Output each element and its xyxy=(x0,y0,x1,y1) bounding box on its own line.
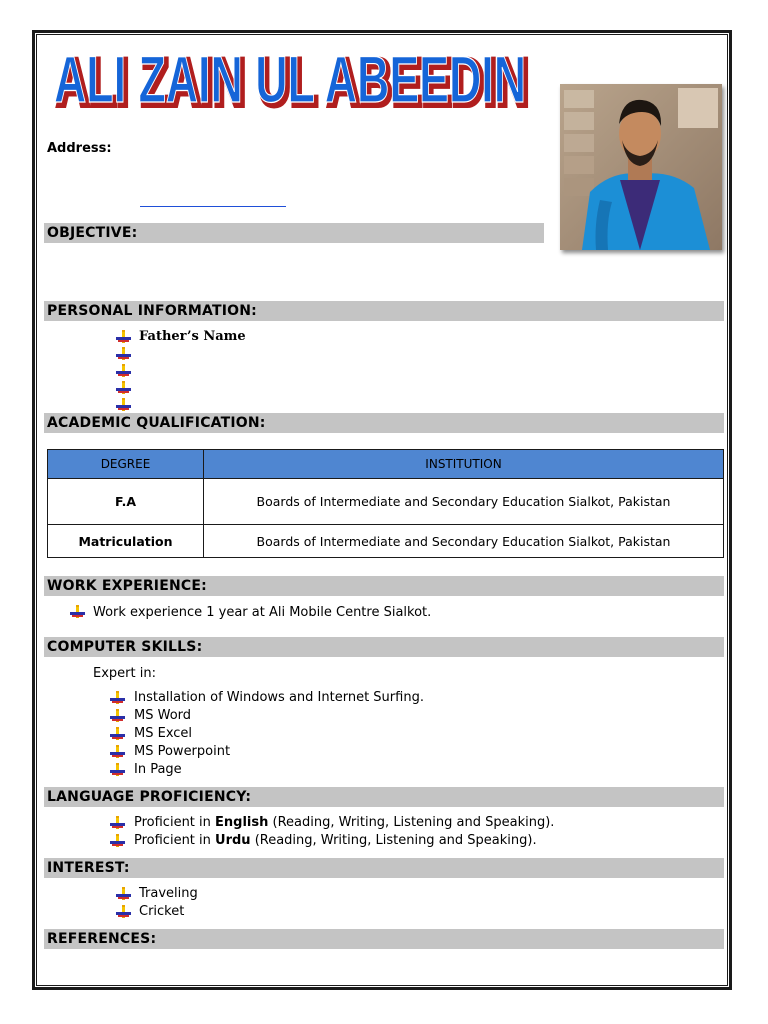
personal-item-fathers-name: Father’s Name xyxy=(139,329,246,344)
skill-item: In Page xyxy=(134,762,182,777)
bullet-icon xyxy=(116,398,132,412)
bullet-icon xyxy=(110,834,126,848)
language-name: English xyxy=(215,815,269,830)
section-work-experience: WORK EXPERIENCE: xyxy=(44,576,724,596)
language-item-urdu xyxy=(134,833,537,849)
interest-item: Traveling xyxy=(139,886,198,901)
section-interest: INTEREST: xyxy=(44,858,724,878)
language-name: Urdu xyxy=(215,833,251,848)
profile-photo xyxy=(560,84,722,250)
bullet-icon xyxy=(110,745,126,759)
bullet-icon xyxy=(110,763,126,777)
resume-name xyxy=(50,40,540,112)
skill-item: MS Powerpoint xyxy=(134,744,231,759)
table-row xyxy=(48,525,724,558)
skill-item: MS Word xyxy=(134,708,192,723)
bullet-icon xyxy=(110,727,126,741)
table-header-degree: DEGREE xyxy=(48,450,204,479)
bullet-icon xyxy=(70,605,86,619)
work-item: Work experience 1 year at Ali Mobile Centre Sialkot. xyxy=(93,605,432,620)
bullet-icon xyxy=(116,381,132,395)
section-objective: OBJECTIVE: xyxy=(44,223,544,243)
email-link-underline[interactable] xyxy=(140,206,286,207)
section-computer-skills: COMPUTER SKILLS: xyxy=(44,637,724,657)
section-personal-information: PERSONAL INFORMATION: xyxy=(44,301,724,321)
bullet-icon xyxy=(116,330,132,344)
bullet-icon xyxy=(110,691,126,705)
language-suffix: (Reading, Writing, Listening and Speaking). xyxy=(268,815,555,830)
resume-name-shadow: ALI ZAIN UL ABEEDIN xyxy=(57,45,529,112)
address-label: Address: xyxy=(47,141,112,156)
language-item-english xyxy=(134,815,554,831)
table-header-institution: INSTITUTION xyxy=(204,450,724,479)
section-references: REFERENCES: xyxy=(44,929,724,949)
bullet-icon xyxy=(110,816,126,830)
computer-intro: Expert in: xyxy=(93,666,156,681)
language-suffix: (Reading, Writing, Listening and Speaking). xyxy=(250,833,537,848)
degree-cell: Matriculation xyxy=(48,525,204,558)
table-row xyxy=(48,479,724,525)
interest-item: Cricket xyxy=(139,904,185,919)
section-language-proficiency: LANGUAGE PROFICIENCY: xyxy=(44,787,724,807)
skill-item: MS Excel xyxy=(134,726,193,741)
section-academic-qualification: ACADEMIC QUALIFICATION: xyxy=(44,413,724,433)
resume-name-text: ALI ZAIN UL ABEEDIN xyxy=(54,42,526,112)
institution-cell: Boards of Intermediate and Secondary Education Sialkot, Pakistan xyxy=(204,525,724,558)
bullet-icon xyxy=(116,347,132,361)
bullet-icon xyxy=(116,364,132,378)
language-prefix: Proficient in xyxy=(134,833,216,848)
bullet-icon xyxy=(116,905,132,919)
language-prefix: Proficient in xyxy=(134,815,216,830)
skill-item: Installation of Windows and Internet Surfing. xyxy=(134,690,424,705)
qualification-table xyxy=(47,449,724,558)
degree-cell: F.A xyxy=(48,479,204,525)
institution-cell: Boards of Intermediate and Secondary Education Sialkot, Pakistan xyxy=(204,479,724,525)
bullet-icon xyxy=(116,887,132,901)
bullet-icon xyxy=(110,709,126,723)
